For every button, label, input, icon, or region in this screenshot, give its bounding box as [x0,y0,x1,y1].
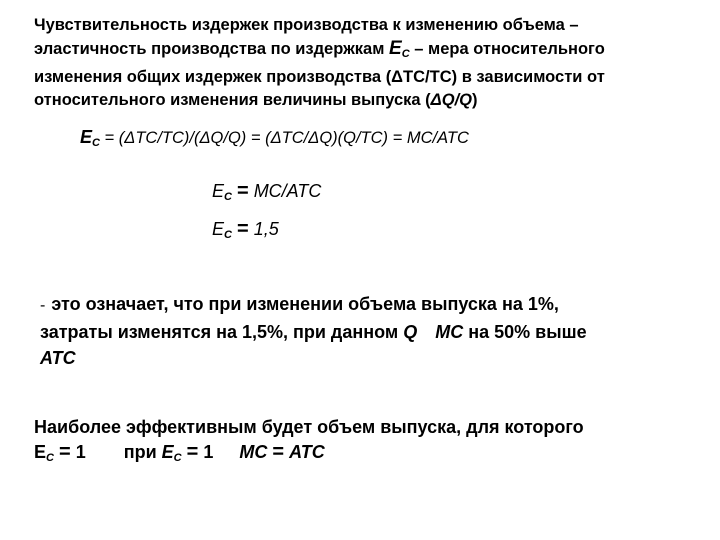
intro-line-3: изменения общих издержек производства (ΔTC/TC) в зависимости от [34,68,605,86]
meaning-mc: MC [435,322,464,342]
intro-line-2-text-a: эластичность производства по издержкам [34,40,390,58]
main-formula-E: E [80,127,93,147]
conclusion-line-2 [34,440,694,471]
intro-line-4-text-c: ) [472,91,478,109]
meaning-dash: - [40,297,46,314]
conclusion-value-1: 1 [75,442,86,462]
conclusion-subscript-2: C [173,452,182,464]
conclusion-line-1: Наиболее эффективным будет объем выпуска, для которого [34,417,584,437]
meaning-line-2-text-b: на 50% выше [463,322,587,342]
conclusion-when: при [123,442,162,462]
main-formula [80,127,469,149]
conclusion-equals-1: = [58,441,71,463]
meaning-line-1 [40,291,680,319]
conclusion-subscript-1: C [46,452,54,464]
delta-q-over-q: ΔQ/Q [430,91,473,109]
main-formula-subscript: C [92,137,100,149]
meaning-paragraph [40,291,680,371]
formula-ec-mc-atc [212,180,321,203]
meaning-q: Q [403,322,418,342]
intro-line-1: Чувствительность издержек производства к изменению объема – [34,16,579,34]
elasticity-symbol: E [389,38,402,59]
formula-1-equals: = [236,180,249,202]
conclusion-value-2: 1 [203,442,214,462]
conclusion-equals-2: = [186,441,199,463]
intro-paragraph [34,14,694,112]
elasticity-subscript: C [401,48,410,60]
meaning-line-2-text-a: затраты изменятся на 1,5%, при данном [40,322,404,342]
conclusion-E2: E [161,442,174,462]
main-formula-rest: = (ΔTC/TC)/(ΔQ/Q) = (ΔTC/ΔQ)(Q/TC) = MC/ATC [99,129,469,147]
intro-line-2 [34,37,694,66]
formula-ec-value [212,218,279,241]
formula-2-equals: = [236,218,249,240]
conclusion-E1: E [34,442,47,462]
formula-2-rhs: 1,5 [253,219,279,239]
intro-line-4 [34,89,694,112]
conclusion-atc: ATC [289,442,325,462]
formula-1-rhs: MC/ATC [253,181,322,201]
intro-line-4-text-a: относительного изменения величины выпуска ( [34,91,431,109]
meaning-line-1-text: это означает, что при изменении объема выпуска на 1%, [51,294,559,314]
formula-2-E: E [212,219,225,239]
meaning-line-3: ATC [40,348,76,368]
intro-line-2-text-b: – мера относительного [409,40,605,58]
meaning-line-2 [40,319,680,345]
conclusion-equals-3: = [272,441,285,463]
formula-2-subscript: C [224,229,232,241]
formula-1-E: E [212,181,225,201]
conclusion-paragraph [34,415,694,471]
conclusion-mc: MC [239,442,268,462]
formula-1-subscript: C [224,191,232,203]
